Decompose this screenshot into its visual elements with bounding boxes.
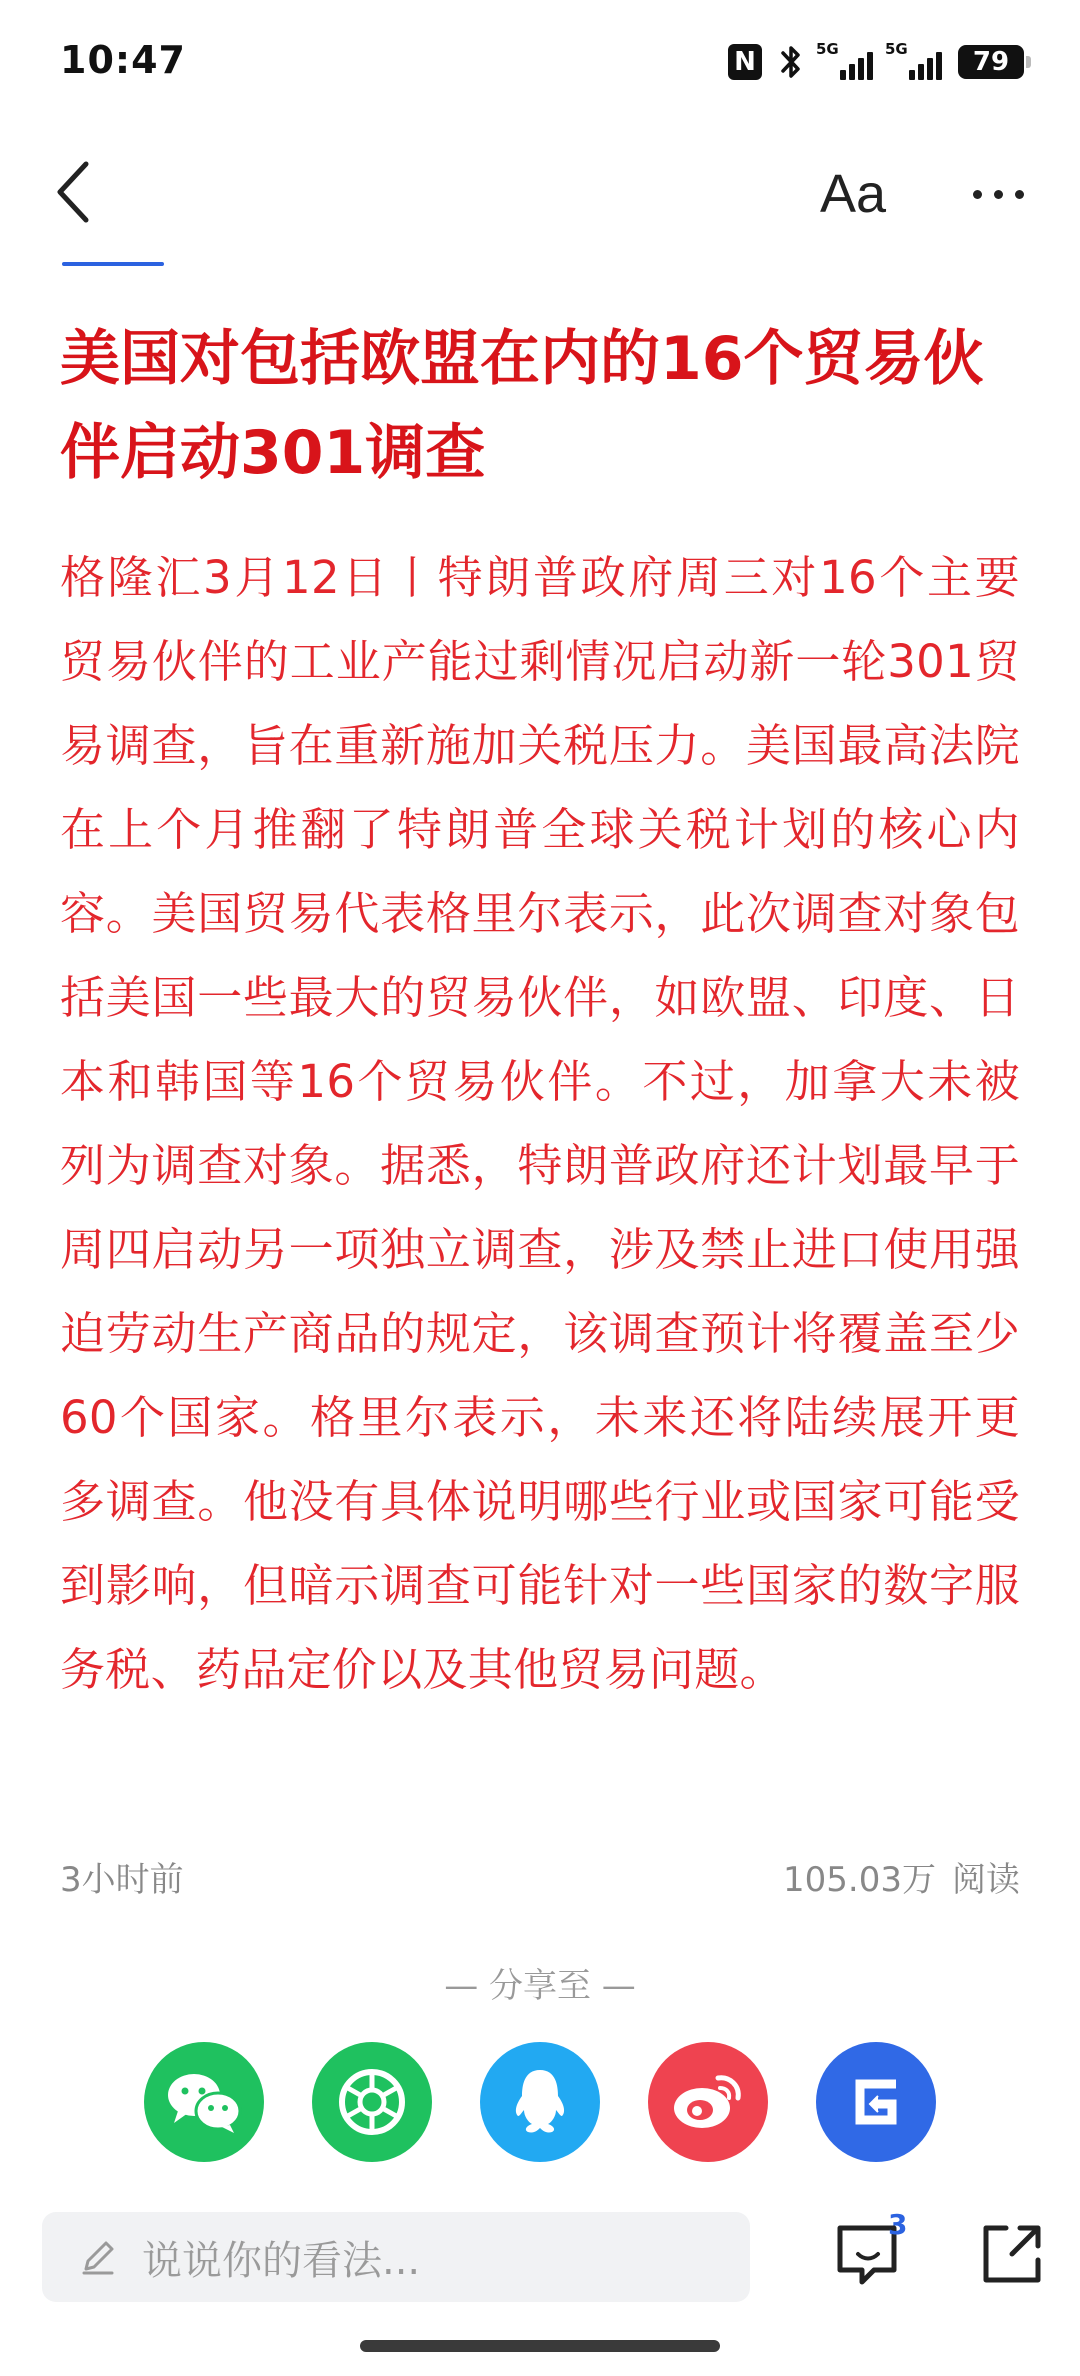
home-indicator[interactable]: [360, 2340, 720, 2352]
tab-indicator: [62, 262, 164, 266]
more-button[interactable]: [958, 154, 1038, 234]
moments-icon: [335, 2065, 409, 2139]
share-wechat-button[interactable]: [144, 2042, 264, 2162]
wechat-icon: [164, 2067, 244, 2137]
gelonghui-icon: [844, 2070, 908, 2134]
comment-input[interactable]: [42, 2212, 750, 2302]
share-weibo-button[interactable]: [648, 2042, 768, 2162]
share-gelonghui-button[interactable]: [816, 2042, 936, 2162]
status-icons: [728, 42, 1024, 82]
more-dots-icon: [973, 190, 982, 199]
share-icon[interactable]: [976, 2218, 1048, 2290]
top-nav: [0, 140, 1080, 250]
font-size-button[interactable]: Aa: [820, 164, 887, 224]
status-bar: [0, 0, 1080, 110]
bluetooth-icon: [778, 43, 804, 81]
read-count: [783, 1852, 1020, 1901]
signal-5g-icon: 5G: [889, 44, 942, 80]
status-time: 10:47: [60, 38, 186, 82]
share-qq-button[interactable]: [480, 2042, 600, 2162]
weibo-icon: [668, 2070, 748, 2134]
comment-count-badge: 3: [888, 2208, 908, 2241]
comment-placeholder: 说说你的看法...: [142, 2237, 421, 2284]
pen-icon: [78, 2237, 118, 2277]
nfc-icon: N: [728, 44, 762, 80]
article-meta: [60, 1852, 1020, 1902]
share-row: [0, 2042, 1080, 2162]
share-title: — 分享至 —: [444, 1966, 636, 2006]
signal-5g-icon: 5G: [820, 44, 873, 80]
back-button[interactable]: [52, 152, 132, 232]
article-body: 格隆汇3月12日丨特朗普政府周三对16个主要贸易伙伴的工业产能过剩情况启动新一轮301贸易调查，旨在重新施加关税压力。美国最高法院在上个月推翻了特朗普全球关税计划的核心内容。美国贸易代表格里尔表示，此次调查对象包括美国一些最大的贸易伙伴，如欧盟、印度、日本和韩国等16个贸易伙伴。不过，加拿大未被列为调查对象。据悉，特朗普政府还计划最早于周四启动另一项独立调查，涉及禁止进口使用强迫劳动生产商品的规定，该调查预计将覆盖至少60个国家。格里尔表示，未来还将陆续展开更多调查。他没有具体说明哪些行业或国家可能受到影响，但暗示调查可能针对一些国家的数字服务税、药品定价以及其他贸易问题。: [60, 551, 1020, 1696]
share-moments-button[interactable]: [312, 2042, 432, 2162]
battery-icon: 79: [958, 45, 1024, 79]
qq-icon: [510, 2066, 570, 2138]
read-count-value: 105.03万: [783, 1860, 936, 1900]
article-headline: 美国对包括欧盟在内的16个贸易伙伴启动301调查: [60, 324, 984, 488]
publish-time: 3小时前: [60, 1860, 184, 1900]
chevron-left-icon: [52, 160, 92, 224]
read-count-label: 阅读: [952, 1860, 1020, 1900]
